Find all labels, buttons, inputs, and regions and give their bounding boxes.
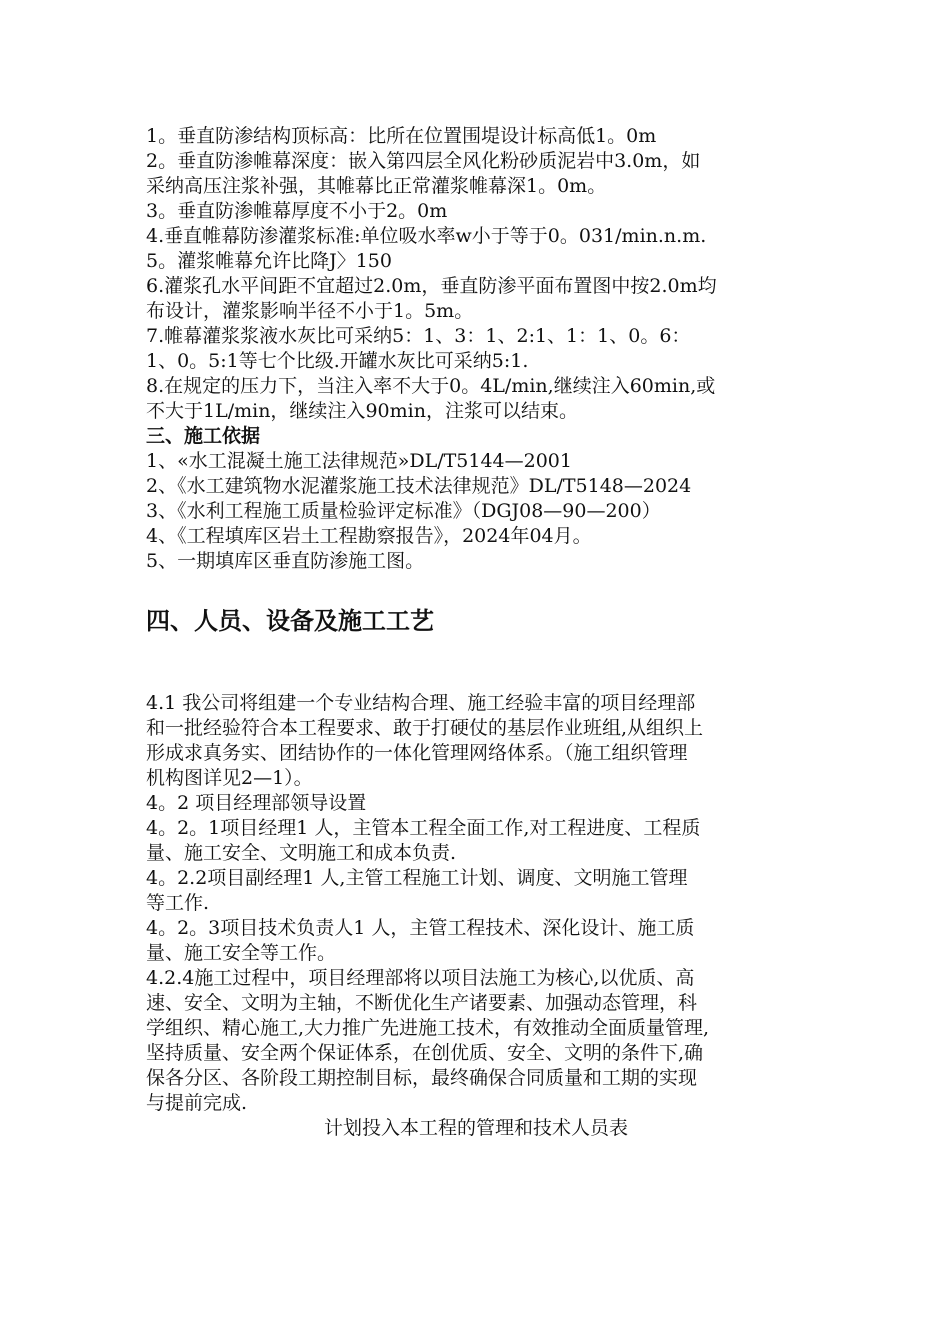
body-line: 与提前完成.: [146, 1092, 248, 1114]
section-3-title: 三、施工依据: [146, 425, 261, 447]
spec-line: 4.垂直帷幕防渗灌浆标准:单位吸水率w小于等于0。031/min.n.m.: [146, 225, 707, 247]
spec-line: 布设计，灌浆影响半径不小于1。5m。: [146, 300, 474, 322]
body-line: 4。2。3项目技术负责人1 人，主管工程技术、深化设计、施工质: [146, 917, 695, 939]
body-line: 4。2。1项目经理1 人，主管本工程全面工作,对工程进度、工程质: [146, 817, 701, 839]
spec-line: 采纳高压注浆补强，其帷幕比正常灌浆帷幕深1。0m。: [146, 175, 607, 197]
body-line: 学组织、精心施工,大力推广先进施工技术，有效推动全面质量管理,: [146, 1017, 710, 1039]
spec-line: 5。灌浆帷幕允许比降J〉150: [146, 250, 392, 272]
body-line: 速、安全、文明为主轴，不断优化生产诸要素、加强动态管理，科: [146, 992, 698, 1014]
body-line: 4.1 我公司将组建一个专业结构合理、施工经验丰富的项目经理部: [146, 692, 696, 714]
body-line: 机构图详见2—1）。: [146, 767, 313, 789]
spec-list: [146, 124, 826, 424]
reference-list: [146, 449, 826, 574]
spec-line: 1、0。5:1等七个比级.开罐水灰比可采纳5:1.: [146, 350, 529, 372]
spec-line: 2。垂直防渗帷幕深度：嵌入第四层全风化粉砂质泥岩中3.0m，如: [146, 150, 701, 172]
reference-item: 2、《水工建筑物水泥灌浆施工技术法律规范》DL/T5148—2024: [146, 475, 692, 497]
spec-line: 7.帷幕灌浆浆液水灰比可采纳5：1、3：1、2:1、1：1、0。6：: [146, 325, 691, 347]
body-line: 和一批经验符合本工程要求、敢于打硬仗的基层作业班组,从组织上: [146, 717, 704, 739]
spec-line: 不大于1L/min，继续注入90min，注浆可以结束。: [146, 400, 578, 422]
body-line: 4.2.4施工过程中，项目经理部将以项目法施工为核心,以优质、高: [146, 967, 695, 989]
body-line: 等工作.: [146, 892, 210, 914]
section-4-title: 四、人员、设备及施工工艺: [146, 606, 434, 635]
document-page: [146, 124, 826, 1141]
body-line: 保各分区、各阶段工期控制目标，最终确保合同质量和工期的实现: [146, 1067, 698, 1089]
body-line: 形成求真务实、团结协作的一体化管理网络体系。（施工组织管理: [146, 742, 688, 764]
body-line: 4。2.2项目副经理1 人,主管工程施工计划、调度、文明施工管理: [146, 867, 688, 889]
reference-item: 1、«水工混凝土施工法律规范»DL/T5144—2001: [146, 450, 572, 472]
body-line: 量、施工安全、文明施工和成本负责.: [146, 842, 457, 864]
section-spacer: [146, 636, 826, 691]
spec-line: 6.灌浆孔水平间距不宜超过2.0m，垂直防渗平面布置图中按2.0m均: [146, 275, 717, 297]
spec-line: 3。垂直防渗帷幕厚度不小于2。0m: [146, 200, 448, 222]
section-4-body: [146, 691, 826, 1116]
body-line: 4。2 项目经理部领导设置: [146, 792, 367, 814]
spec-line: 1。垂直防渗结构顶标高：比所在位置围堤设计标高低1。0m: [146, 125, 657, 147]
body-line: 量、施工安全等工作。: [146, 942, 337, 964]
reference-item: 4、《工程填库区岩土工程勘察报告》，2024年04月。: [146, 525, 592, 547]
reference-item: 3、《水利工程施工质量检验评定标准》（DGJ08—90—200）: [146, 500, 661, 522]
reference-item: 5、一期填库区垂直防渗施工图。: [146, 550, 425, 572]
body-line: 坚持质量、安全两个保证体系，在创优质、安全、文明的条件下,确: [146, 1042, 704, 1064]
table-caption: 计划投入本工程的管理和技术人员表: [323, 1117, 628, 1139]
spec-line: 8.在规定的压力下，当注入率不大于0。4L/min,继续注入60min,或: [146, 375, 716, 397]
